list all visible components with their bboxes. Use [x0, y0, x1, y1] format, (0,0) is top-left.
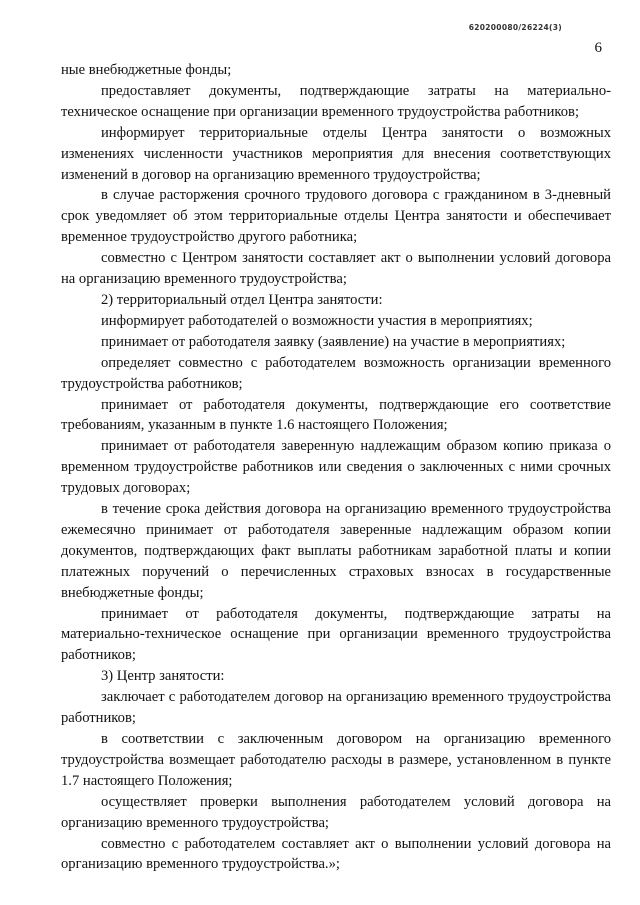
section-heading: 3) Центр занятости: [101, 668, 225, 685]
paragraph: информирует территориальные отделы Центра занятости о возможных изменениях численности участников мероприятия для внесения соответствующих изменений в договор на организацию временного трудоустройства; [61, 124, 611, 183]
paragraph: принимает от работодателя заверенную надлежащим образом копию приказа о временном трудоустройстве работников или сведения о заключенных с ними срочных трудовых договорах; [61, 438, 611, 497]
section-heading: 2) территориальный отдел Центра занятости: [101, 291, 383, 308]
paragraph: принимает от работодателя документы, подтверждающие его соответствие требованиям, указанным в пункте 1.6 настоящего Положения; [61, 396, 611, 434]
paragraph: принимает от работодателя заявку (заявление) на участие в мероприятиях; [101, 333, 566, 350]
paragraph: принимает от работодателя документы, подтверждающие затраты на материально-техническое оснащение при организации временного трудоустройства работников; [61, 605, 611, 664]
document-id: 620200080/26224(3) [468, 23, 562, 32]
paragraph: в течение срока действия договора на организацию временного трудоустройства ежемесячно принимает от работодателя заверенные надлежащим образом копии документов, подтверждающих факт выплаты работникам заработной платы и копии платежных поручений о перечисленных страховых взносах в государственные внебюджетные фонды; [61, 501, 611, 601]
paragraph: совместно с Центром занятости составляет акт о выполнении условий договора на организацию временного трудоустройства; [61, 250, 611, 288]
paragraph: в соответствии с заключенным договором на организацию временного трудоустройства возмещает работодателю расходы в размере, установленном в пункте 1.7 настоящего Положения; [61, 731, 611, 789]
paragraph: ные внебюджетные фонды; [61, 62, 232, 78]
paragraph: предоставляет документы, подтверждающие затраты на материально-техническое оснащение при организации временного трудоустройства работников; [61, 82, 611, 120]
paragraph: информирует работодателей о возможности участия в мероприятиях; [101, 312, 533, 329]
paragraph: в случае расторжения срочного трудового договора с гражданином в 3-дневный срок уведомляет об этом территориальные отделы Центра занятости и обеспечивает временное трудоустройство другого работника; [61, 187, 611, 246]
page-number: 6 [594, 40, 602, 56]
paragraph: заключает с работодателем договор на организацию временного трудоустройства работников; [61, 689, 611, 727]
document-body [61, 60, 611, 875]
paragraph: определяет совместно с работодателем возможность организации временного трудоустройства работников; [61, 354, 611, 392]
paragraph: совместно с работодателем составляет акт о выполнении условий договора на организацию временного трудоустройства.»; [61, 835, 611, 873]
paragraph: осуществляет проверки выполнения работодателем условий договора на организацию временного трудоустройства; [61, 793, 611, 831]
